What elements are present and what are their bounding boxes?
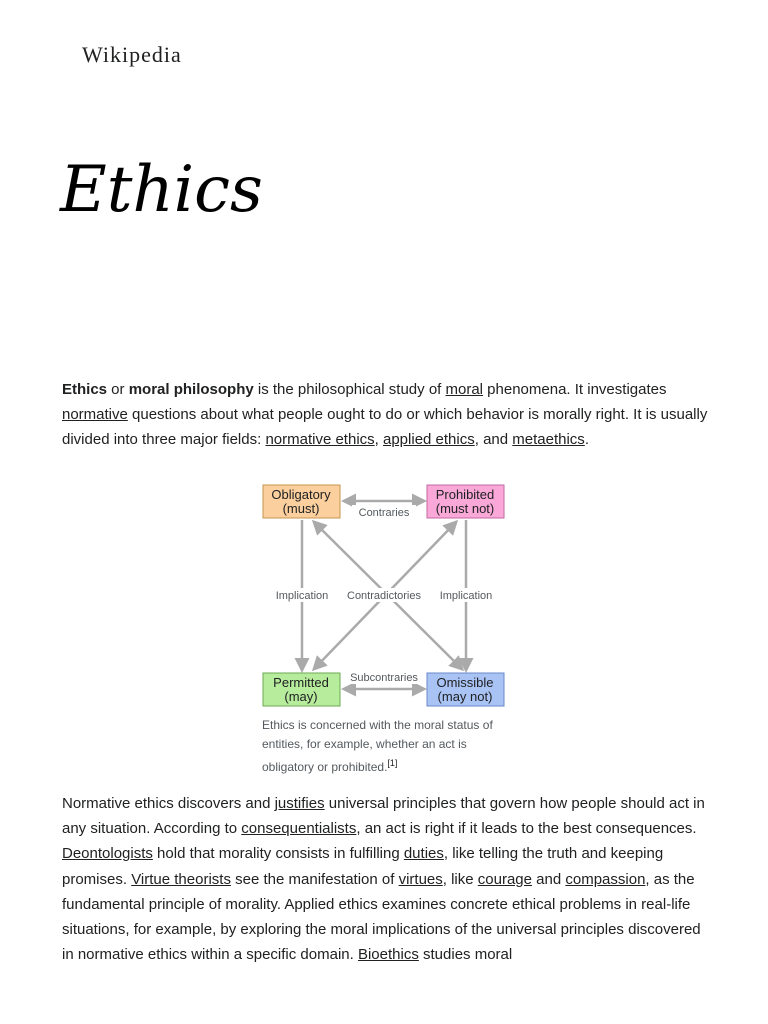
text-span: . — [584, 431, 589, 449]
figure-caption — [262, 716, 508, 777]
text-span: , and — [474, 431, 513, 449]
label-subcontraries: Subcontraries — [350, 672, 418, 684]
text-span: Normative ethics discovers and — [62, 795, 275, 812]
box-permitted-line1: Permitted — [273, 675, 329, 690]
reference-superscript — [387, 758, 397, 768]
text-span: , like telling the truth and keeping promises. — [62, 845, 664, 888]
box-omissible-line1: Omissible — [436, 675, 494, 690]
link-bioethics[interactable]: Bioethics — [357, 946, 419, 964]
page-title: Ethics — [60, 153, 263, 227]
link-compassion[interactable]: compassion — [565, 870, 646, 888]
link-metaethics[interactable]: metaethics — [512, 431, 585, 449]
reference-link[interactable]: [1] — [387, 758, 398, 768]
link-justifies[interactable]: justifies — [274, 795, 325, 812]
label-implication-left: Implication — [275, 590, 329, 602]
text-span: studies moral — [418, 946, 513, 964]
text-span: see the manifestation of — [230, 870, 399, 888]
box-obligatory-line2: (must) — [282, 501, 320, 516]
text-span: or — [107, 381, 129, 398]
intro-paragraph — [62, 377, 710, 453]
text-span: phenomena. It investigates — [483, 381, 667, 398]
link-courage[interactable]: courage — [477, 870, 532, 888]
text-span: is the philosophical study of — [253, 381, 446, 398]
body-paragraph — [62, 791, 710, 967]
box-prohibited-line2: (must not) — [435, 501, 495, 516]
box-prohibited-line1: Prohibited — [435, 487, 495, 502]
link-applied-ethics[interactable]: applied ethics — [383, 431, 475, 449]
text-span: and — [532, 870, 566, 888]
link-moral[interactable]: moral — [445, 381, 484, 398]
link-deontologists[interactable]: Deontologists — [62, 845, 153, 863]
box-permitted-line2: (may) — [284, 689, 318, 704]
text-span: hold that morality consists in fulfilling — [152, 845, 404, 863]
text-span: , an act is right if it leads to the best consequences. — [356, 820, 697, 838]
link-normative-ethics[interactable]: normative ethics — [265, 431, 375, 449]
label-contradictories: Contradictories — [347, 590, 421, 602]
bold-term-moral-philosophy: moral philosophy — [128, 381, 254, 398]
text-span: universal principles that govern how people should act in any situation. According to — [62, 795, 705, 838]
deontic-square-diagram[interactable] — [258, 478, 510, 710]
caption-text: Ethics is concerned with the moral status of entities, for example, whether an act is obligatory or prohibited. — [262, 718, 493, 774]
link-virtues[interactable]: virtues — [398, 870, 443, 888]
link-virtue-theorists[interactable]: Virtue theorists — [131, 870, 231, 888]
text-span: , — [374, 431, 383, 449]
text-span: , like — [442, 870, 478, 888]
wikipedia-logo[interactable]: Wikipedia — [82, 42, 182, 67]
text-span: questions about what people ought to do or which behavior is morally right. It is usually divided into three major fields: — [62, 406, 708, 449]
link-normative[interactable]: normative — [62, 406, 128, 424]
box-omissible-line2: (may not) — [437, 689, 493, 704]
label-implication-right: Implication — [439, 590, 493, 602]
link-duties[interactable]: duties — [403, 845, 444, 863]
bold-term-ethics: Ethics — [62, 381, 108, 398]
label-contraries: Contraries — [358, 507, 410, 519]
box-obligatory-line1: Obligatory — [271, 487, 331, 502]
text-span: , as the fundamental principle of morality. Applied ethics examines concrete ethical problems in real-life situations, for example, by exploring the moral implications of the universal principles discovered in normative ethics within a specific domain. — [62, 870, 701, 964]
link-consequentialists[interactable]: consequentialists — [241, 820, 357, 838]
deontic-square-figure — [258, 478, 510, 777]
